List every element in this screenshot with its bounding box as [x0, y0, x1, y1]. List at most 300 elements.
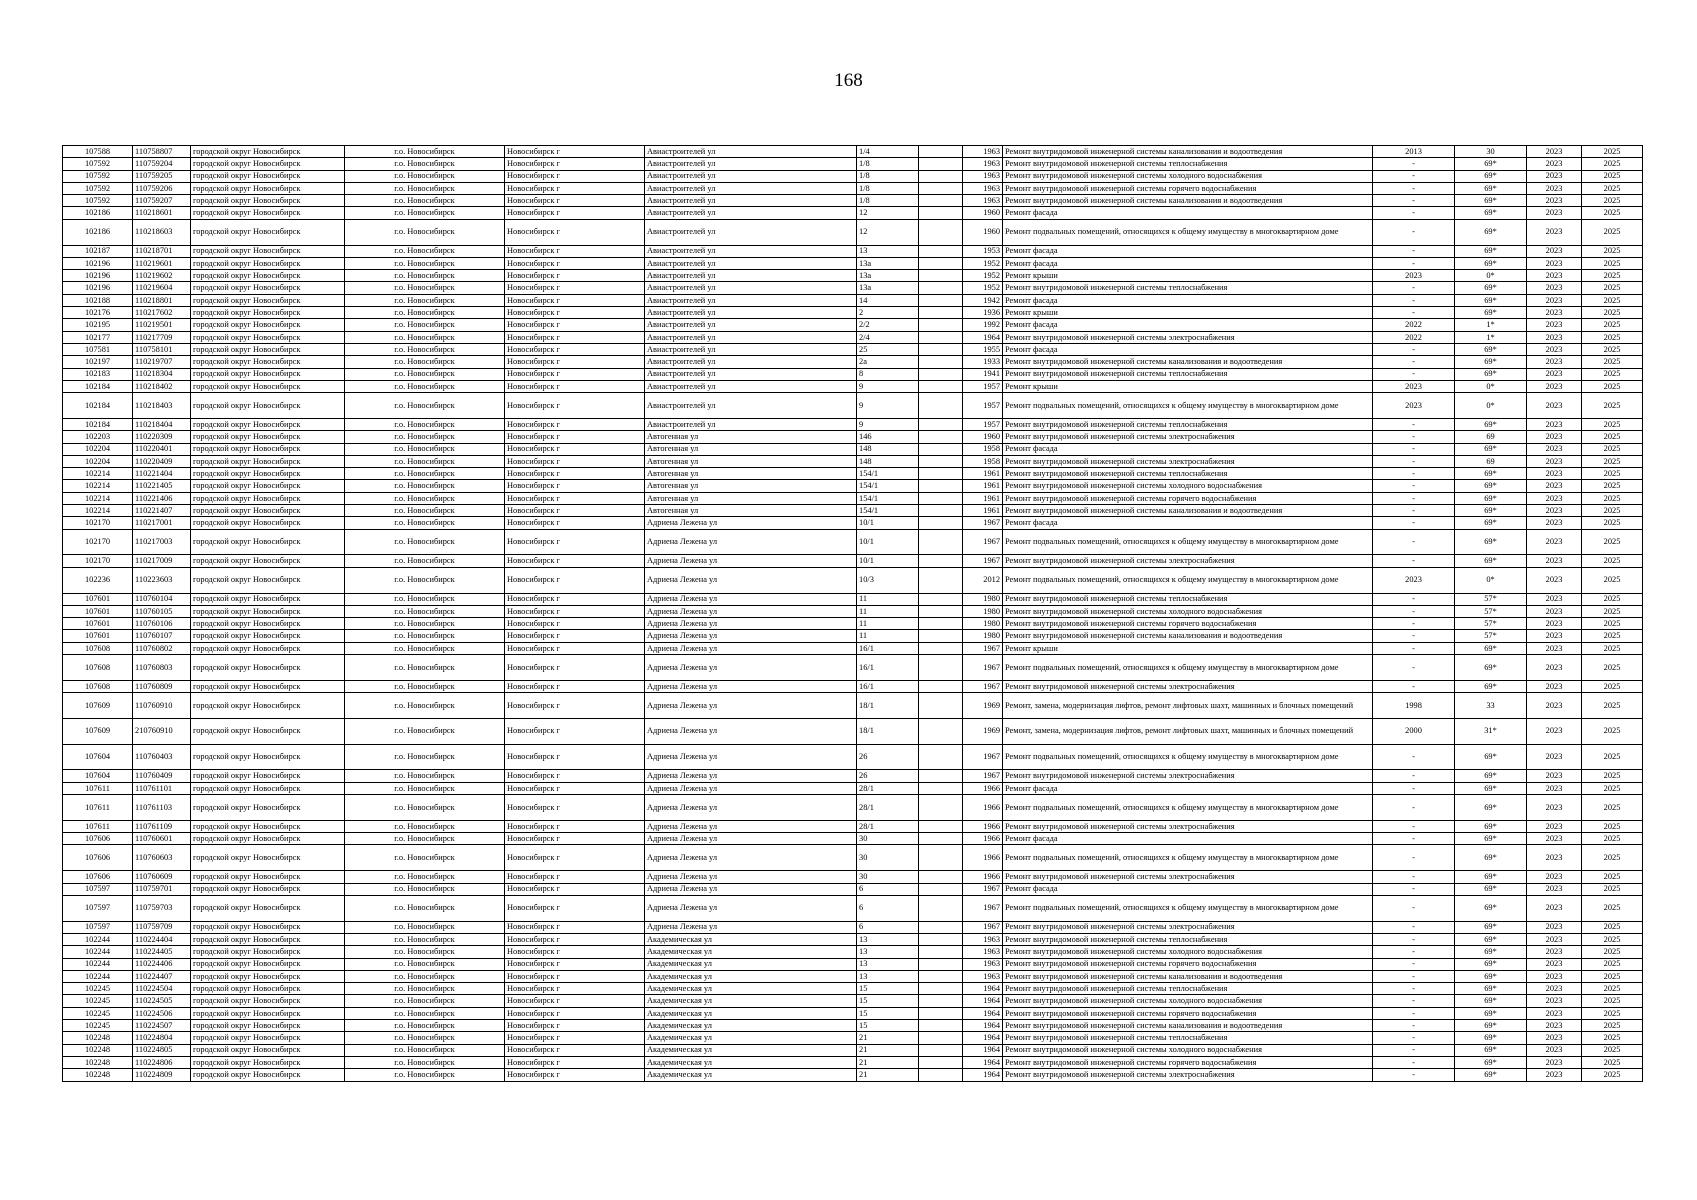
municipality-cell: г.о. Новосибирск — [345, 455, 505, 467]
table-row — [63, 219, 1643, 245]
municipality-cell: г.о. Новосибирск — [345, 1020, 505, 1032]
building-cell — [919, 958, 963, 970]
settlement-cell: Новосибирск г — [505, 331, 645, 343]
house-code-cell: 102170 — [63, 517, 133, 529]
municipality-cell: г.о. Новосибирск — [345, 895, 505, 921]
wear-percent-cell: 69* — [1455, 468, 1527, 480]
last-repair-year-cell: - — [1373, 630, 1455, 642]
last-repair-year-cell: - — [1373, 845, 1455, 871]
last-repair-year-cell: - — [1373, 307, 1455, 319]
table-row — [63, 1032, 1643, 1044]
work-id-cell: 110759205 — [133, 170, 191, 182]
house-number-cell: 2/4 — [857, 331, 919, 343]
municipality-cell: г.о. Новосибирск — [345, 567, 505, 593]
house-number-cell: 28/1 — [857, 820, 919, 832]
last-repair-year-cell: - — [1373, 555, 1455, 567]
house-code-cell: 107592 — [63, 158, 133, 170]
wear-percent-cell: 69* — [1455, 182, 1527, 194]
building-cell — [919, 718, 963, 744]
house-code-cell: 102244 — [63, 946, 133, 958]
work-type-cell: Ремонт внутридомовой инженерной системы электроснабжения — [1003, 1069, 1373, 1081]
building-cell — [919, 356, 963, 368]
municipal-district-cell: городской округ Новосибирск — [191, 958, 345, 970]
plan-start-cell: 2023 — [1527, 270, 1582, 282]
work-id-cell: 110760603 — [133, 845, 191, 871]
work-type-cell: Ремонт крыши — [1003, 380, 1373, 392]
building-cell — [919, 1007, 963, 1019]
table-row — [63, 257, 1643, 269]
house-number-cell: 10/1 — [857, 517, 919, 529]
table-row — [63, 680, 1643, 692]
plan-end-cell: 2025 — [1582, 219, 1643, 245]
table-row — [63, 207, 1643, 219]
work-id-cell: 110761109 — [133, 820, 191, 832]
build-year-cell: 1980 — [963, 618, 1003, 630]
plan-start-cell: 2023 — [1527, 319, 1582, 331]
table-row — [63, 282, 1643, 294]
plan-start-cell: 2023 — [1527, 219, 1582, 245]
work-type-cell: Ремонт внутридомовой инженерной системы горячего водоснабжения — [1003, 492, 1373, 504]
municipality-cell: г.о. Новосибирск — [345, 883, 505, 895]
municipal-district-cell: городской округ Новосибирск — [191, 693, 345, 719]
settlement-cell: Новосибирск г — [505, 883, 645, 895]
wear-percent-cell: 69* — [1455, 257, 1527, 269]
work-id-cell: 110219604 — [133, 282, 191, 294]
build-year-cell: 1967 — [963, 921, 1003, 933]
settlement-cell: Новосибирск г — [505, 1056, 645, 1068]
settlement-cell: Новосибирск г — [505, 455, 645, 467]
house-number-cell: 11 — [857, 630, 919, 642]
build-year-cell: 1961 — [963, 468, 1003, 480]
table-row — [63, 505, 1643, 517]
house-code-cell: 107597 — [63, 921, 133, 933]
house-number-cell: 11 — [857, 618, 919, 630]
building-cell — [919, 567, 963, 593]
plan-end-cell: 2025 — [1582, 505, 1643, 517]
building-cell — [919, 680, 963, 692]
house-code-cell: 102214 — [63, 480, 133, 492]
table-row — [63, 443, 1643, 455]
municipal-district-cell: городской округ Новосибирск — [191, 343, 345, 355]
plan-start-cell: 2023 — [1527, 680, 1582, 692]
house-code-cell: 107604 — [63, 770, 133, 782]
wear-percent-cell: 69* — [1455, 782, 1527, 794]
last-repair-year-cell: - — [1373, 418, 1455, 430]
plan-end-cell: 2025 — [1582, 654, 1643, 680]
last-repair-year-cell: - — [1373, 207, 1455, 219]
wear-percent-cell: 57* — [1455, 618, 1527, 630]
plan-start-cell: 2023 — [1527, 517, 1582, 529]
table-row — [63, 418, 1643, 430]
building-cell — [919, 529, 963, 555]
table-row — [63, 1069, 1643, 1081]
house-code-cell: 102184 — [63, 393, 133, 419]
house-number-cell: 13 — [857, 970, 919, 982]
wear-percent-cell: 69* — [1455, 770, 1527, 782]
house-number-cell: 6 — [857, 921, 919, 933]
table-row — [63, 319, 1643, 331]
street-cell: Адриена Лежена ул — [645, 693, 857, 719]
build-year-cell: 1952 — [963, 282, 1003, 294]
house-code-cell: 102248 — [63, 1056, 133, 1068]
settlement-cell: Новосибирск г — [505, 319, 645, 331]
plan-end-cell: 2025 — [1582, 744, 1643, 770]
street-cell: Автогенная ул — [645, 505, 857, 517]
work-type-cell: Ремонт крыши — [1003, 642, 1373, 654]
municipal-district-cell: городской округ Новосибирск — [191, 257, 345, 269]
settlement-cell: Новосибирск г — [505, 642, 645, 654]
build-year-cell: 1963 — [963, 958, 1003, 970]
house-number-cell: 10/1 — [857, 529, 919, 555]
work-id-cell: 110224506 — [133, 1007, 191, 1019]
work-id-cell: 110760803 — [133, 654, 191, 680]
work-type-cell: Ремонт подвальных помещений, относящихся к общему имуществу в многоквартирном доме — [1003, 393, 1373, 419]
plan-end-cell: 2025 — [1582, 983, 1643, 995]
plan-start-cell: 2023 — [1527, 593, 1582, 605]
municipality-cell: г.о. Новосибирск — [345, 195, 505, 207]
municipal-district-cell: городской округ Новосибирск — [191, 158, 345, 170]
build-year-cell: 1963 — [963, 946, 1003, 958]
last-repair-year-cell: - — [1373, 1007, 1455, 1019]
building-cell — [919, 343, 963, 355]
table-row — [63, 567, 1643, 593]
work-type-cell: Ремонт внутридомовой инженерной системы канализования и водоотведения — [1003, 356, 1373, 368]
last-repair-year-cell: - — [1373, 833, 1455, 845]
wear-percent-cell: 69* — [1455, 871, 1527, 883]
work-id-cell: 110217001 — [133, 517, 191, 529]
house-number-cell: 15 — [857, 1020, 919, 1032]
house-code-cell: 102214 — [63, 468, 133, 480]
house-code-cell: 102214 — [63, 492, 133, 504]
municipality-cell: г.о. Новосибирск — [345, 294, 505, 306]
street-cell: Адриена Лежена ул — [645, 820, 857, 832]
house-code-cell: 102204 — [63, 443, 133, 455]
municipality-cell: г.о. Новосибирск — [345, 693, 505, 719]
plan-start-cell: 2023 — [1527, 257, 1582, 269]
street-cell: Авиастроителей ул — [645, 146, 857, 158]
build-year-cell: 1967 — [963, 895, 1003, 921]
settlement-cell: Новосибирск г — [505, 480, 645, 492]
house-code-cell: 107601 — [63, 630, 133, 642]
plan-start-cell: 2023 — [1527, 380, 1582, 392]
plan-end-cell: 2025 — [1582, 958, 1643, 970]
street-cell: Адриена Лежена ул — [645, 895, 857, 921]
plan-start-cell: 2023 — [1527, 170, 1582, 182]
plan-start-cell: 2023 — [1527, 1007, 1582, 1019]
house-code-cell: 107597 — [63, 883, 133, 895]
wear-percent-cell: 69* — [1455, 368, 1527, 380]
wear-percent-cell: 69* — [1455, 680, 1527, 692]
settlement-cell: Новосибирск г — [505, 1069, 645, 1081]
settlement-cell: Новосибирск г — [505, 343, 645, 355]
municipal-district-cell: городской округ Новосибирск — [191, 170, 345, 182]
work-type-cell: Ремонт внутридомовой инженерной системы холодного водоснабжения — [1003, 995, 1373, 1007]
last-repair-year-cell: - — [1373, 970, 1455, 982]
settlement-cell: Новосибирск г — [505, 555, 645, 567]
house-code-cell: 102186 — [63, 207, 133, 219]
house-code-cell: 107608 — [63, 654, 133, 680]
settlement-cell: Новосибирск г — [505, 946, 645, 958]
build-year-cell: 1936 — [963, 307, 1003, 319]
settlement-cell: Новосибирск г — [505, 257, 645, 269]
last-repair-year-cell: - — [1373, 343, 1455, 355]
municipal-district-cell: городской округ Новосибирск — [191, 795, 345, 821]
house-code-cell: 102183 — [63, 368, 133, 380]
street-cell: Адриена Лежена ул — [645, 833, 857, 845]
settlement-cell: Новосибирск г — [505, 820, 645, 832]
work-id-cell: 110761103 — [133, 795, 191, 821]
municipal-district-cell: городской округ Новосибирск — [191, 1056, 345, 1068]
street-cell: Адриена Лежена ул — [645, 845, 857, 871]
house-code-cell: 107606 — [63, 833, 133, 845]
plan-start-cell: 2023 — [1527, 744, 1582, 770]
work-type-cell: Ремонт подвальных помещений, относящихся к общему имуществу в многоквартирном доме — [1003, 219, 1373, 245]
last-repair-year-cell: - — [1373, 782, 1455, 794]
house-number-cell: 15 — [857, 1007, 919, 1019]
settlement-cell: Новосибирск г — [505, 995, 645, 1007]
plan-end-cell: 2025 — [1582, 871, 1643, 883]
build-year-cell: 1967 — [963, 517, 1003, 529]
last-repair-year-cell: - — [1373, 883, 1455, 895]
house-code-cell: 107604 — [63, 744, 133, 770]
street-cell: Авиастроителей ул — [645, 393, 857, 419]
work-id-cell: 110218801 — [133, 294, 191, 306]
settlement-cell: Новосибирск г — [505, 1032, 645, 1044]
plan-end-cell: 2025 — [1582, 946, 1643, 958]
wear-percent-cell: 69* — [1455, 356, 1527, 368]
work-id-cell: 110221404 — [133, 468, 191, 480]
house-code-cell: 102248 — [63, 1044, 133, 1056]
work-type-cell: Ремонт внутридомовой инженерной системы горячего водоснабжения — [1003, 958, 1373, 970]
street-cell: Автогенная ул — [645, 480, 857, 492]
house-code-cell: 107588 — [63, 146, 133, 158]
municipality-cell: г.о. Новосибирск — [345, 995, 505, 1007]
municipality-cell: г.о. Новосибирск — [345, 958, 505, 970]
table-row — [63, 480, 1643, 492]
table-row — [63, 845, 1643, 871]
settlement-cell: Новосибирск г — [505, 958, 645, 970]
last-repair-year-cell: - — [1373, 958, 1455, 970]
house-code-cell: 102245 — [63, 983, 133, 995]
build-year-cell: 2012 — [963, 567, 1003, 593]
last-repair-year-cell: - — [1373, 195, 1455, 207]
municipality-cell: г.о. Новосибирск — [345, 820, 505, 832]
work-type-cell: Ремонт фасада — [1003, 257, 1373, 269]
build-year-cell: 1967 — [963, 642, 1003, 654]
municipal-district-cell: городской округ Новосибирск — [191, 744, 345, 770]
building-cell — [919, 933, 963, 945]
street-cell: Академическая ул — [645, 970, 857, 982]
work-id-cell: 110221406 — [133, 492, 191, 504]
table-row — [63, 1056, 1643, 1068]
municipality-cell: г.о. Новосибирск — [345, 654, 505, 680]
plan-start-cell: 2023 — [1527, 693, 1582, 719]
plan-end-cell: 2025 — [1582, 933, 1643, 945]
building-cell — [919, 282, 963, 294]
municipality-cell: г.о. Новосибирск — [345, 331, 505, 343]
municipal-district-cell: городской округ Новосибирск — [191, 820, 345, 832]
building-cell — [919, 642, 963, 654]
settlement-cell: Новосибирск г — [505, 921, 645, 933]
work-id-cell: 110758807 — [133, 146, 191, 158]
build-year-cell: 1961 — [963, 480, 1003, 492]
building-cell — [919, 1032, 963, 1044]
municipality-cell: г.о. Новосибирск — [345, 282, 505, 294]
municipality-cell: г.о. Новосибирск — [345, 431, 505, 443]
building-cell — [919, 480, 963, 492]
build-year-cell: 1952 — [963, 270, 1003, 282]
municipal-district-cell: городской округ Новосибирск — [191, 319, 345, 331]
municipality-cell: г.о. Новосибирск — [345, 1069, 505, 1081]
work-id-cell: 110759204 — [133, 158, 191, 170]
house-number-cell: 1/8 — [857, 158, 919, 170]
work-type-cell: Ремонт внутридомовой инженерной системы электроснабжения — [1003, 820, 1373, 832]
plan-end-cell: 2025 — [1582, 319, 1643, 331]
plan-start-cell: 2023 — [1527, 770, 1582, 782]
house-code-cell: 102184 — [63, 380, 133, 392]
last-repair-year-cell: - — [1373, 744, 1455, 770]
building-cell — [919, 820, 963, 832]
plan-start-cell: 2023 — [1527, 605, 1582, 617]
plan-start-cell: 2023 — [1527, 820, 1582, 832]
street-cell: Авиастроителей ул — [645, 195, 857, 207]
work-id-cell: 110218603 — [133, 219, 191, 245]
last-repair-year-cell: - — [1373, 257, 1455, 269]
plan-start-cell: 2023 — [1527, 555, 1582, 567]
plan-end-cell: 2025 — [1582, 718, 1643, 744]
build-year-cell: 1958 — [963, 455, 1003, 467]
last-repair-year-cell: 2023 — [1373, 270, 1455, 282]
build-year-cell: 1966 — [963, 871, 1003, 883]
street-cell: Академическая ул — [645, 1007, 857, 1019]
street-cell: Авиастроителей ул — [645, 207, 857, 219]
house-number-cell: 2 — [857, 307, 919, 319]
house-code-cell: 107581 — [63, 343, 133, 355]
last-repair-year-cell: - — [1373, 605, 1455, 617]
last-repair-year-cell: - — [1373, 182, 1455, 194]
municipality-cell: г.о. Новосибирск — [345, 368, 505, 380]
settlement-cell: Новосибирск г — [505, 1007, 645, 1019]
work-id-cell: 110218701 — [133, 245, 191, 257]
build-year-cell: 1964 — [963, 1056, 1003, 1068]
work-type-cell: Ремонт внутридомовой инженерной системы канализования и водоотведения — [1003, 970, 1373, 982]
municipality-cell: г.о. Новосибирск — [345, 517, 505, 529]
building-cell — [919, 331, 963, 343]
street-cell: Академическая ул — [645, 1020, 857, 1032]
work-type-cell: Ремонт фасада — [1003, 245, 1373, 257]
municipality-cell: г.о. Новосибирск — [345, 245, 505, 257]
municipality-cell: г.о. Новосибирск — [345, 718, 505, 744]
building-cell — [919, 795, 963, 821]
plan-end-cell: 2025 — [1582, 820, 1643, 832]
house-number-cell: 10/3 — [857, 567, 919, 593]
settlement-cell: Новосибирск г — [505, 770, 645, 782]
last-repair-year-cell: - — [1373, 505, 1455, 517]
plan-start-cell: 2023 — [1527, 1056, 1582, 1068]
house-code-cell: 102195 — [63, 319, 133, 331]
work-type-cell: Ремонт, замена, модернизация лифтов, ремонт лифтовых шахт, машинных и блочных помещений — [1003, 718, 1373, 744]
settlement-cell: Новосибирск г — [505, 380, 645, 392]
building-cell — [919, 970, 963, 982]
table-row — [63, 170, 1643, 182]
plan-start-cell: 2023 — [1527, 833, 1582, 845]
table-row — [63, 770, 1643, 782]
work-id-cell: 110218404 — [133, 418, 191, 430]
wear-percent-cell: 69* — [1455, 245, 1527, 257]
building-cell — [919, 593, 963, 605]
work-id-cell: 110760104 — [133, 593, 191, 605]
house-code-cell: 107611 — [63, 782, 133, 794]
work-id-cell: 110220309 — [133, 431, 191, 443]
build-year-cell: 1964 — [963, 995, 1003, 1007]
build-year-cell: 1967 — [963, 883, 1003, 895]
plan-end-cell: 2025 — [1582, 1020, 1643, 1032]
house-number-cell: 14 — [857, 294, 919, 306]
work-type-cell: Ремонт внутридомовой инженерной системы электроснабжения — [1003, 331, 1373, 343]
municipal-district-cell: городской округ Новосибирск — [191, 517, 345, 529]
wear-percent-cell: 69* — [1455, 1044, 1527, 1056]
build-year-cell: 1955 — [963, 343, 1003, 355]
settlement-cell: Новосибирск г — [505, 744, 645, 770]
wear-percent-cell: 69* — [1455, 970, 1527, 982]
house-code-cell: 107592 — [63, 182, 133, 194]
house-number-cell: 13 — [857, 245, 919, 257]
table-row — [63, 795, 1643, 821]
house-number-cell: 21 — [857, 1044, 919, 1056]
settlement-cell: Новосибирск г — [505, 207, 645, 219]
build-year-cell: 1963 — [963, 170, 1003, 182]
settlement-cell: Новосибирск г — [505, 593, 645, 605]
settlement-cell: Новосибирск г — [505, 270, 645, 282]
work-id-cell: 110221405 — [133, 480, 191, 492]
plan-start-cell: 2023 — [1527, 946, 1582, 958]
building-cell — [919, 207, 963, 219]
build-year-cell: 1964 — [963, 1032, 1003, 1044]
house-number-cell: 16/1 — [857, 680, 919, 692]
plan-start-cell: 2023 — [1527, 995, 1582, 1007]
plan-start-cell: 2023 — [1527, 195, 1582, 207]
work-type-cell: Ремонт внутридомовой инженерной системы теплоснабжения — [1003, 933, 1373, 945]
wear-percent-cell: 69* — [1455, 995, 1527, 1007]
street-cell: Авиастроителей ул — [645, 418, 857, 430]
wear-percent-cell: 69* — [1455, 744, 1527, 770]
plan-end-cell: 2025 — [1582, 158, 1643, 170]
settlement-cell: Новосибирск г — [505, 1044, 645, 1056]
plan-end-cell: 2025 — [1582, 195, 1643, 207]
work-id-cell: 110224804 — [133, 1032, 191, 1044]
work-id-cell: 110224504 — [133, 983, 191, 995]
work-type-cell: Ремонт внутридомовой инженерной системы холодного водоснабжения — [1003, 605, 1373, 617]
plan-start-cell: 2023 — [1527, 630, 1582, 642]
work-id-cell: 110219601 — [133, 257, 191, 269]
house-number-cell: 13 — [857, 958, 919, 970]
settlement-cell: Новосибирск г — [505, 393, 645, 419]
work-id-cell: 110759207 — [133, 195, 191, 207]
plan-start-cell: 2023 — [1527, 618, 1582, 630]
work-type-cell: Ремонт внутридомовой инженерной системы холодного водоснабжения — [1003, 946, 1373, 958]
work-type-cell: Ремонт фасада — [1003, 883, 1373, 895]
street-cell: Адриена Лежена ул — [645, 680, 857, 692]
work-id-cell: 110219501 — [133, 319, 191, 331]
building-cell — [919, 1056, 963, 1068]
municipal-district-cell: городской округ Новосибирск — [191, 970, 345, 982]
wear-percent-cell: 69* — [1455, 443, 1527, 455]
work-type-cell: Ремонт внутридомовой инженерной системы теплоснабжения — [1003, 418, 1373, 430]
wear-percent-cell: 1* — [1455, 319, 1527, 331]
municipal-district-cell: городской округ Новосибирск — [191, 921, 345, 933]
table-row — [63, 307, 1643, 319]
street-cell: Авиастроителей ул — [645, 368, 857, 380]
